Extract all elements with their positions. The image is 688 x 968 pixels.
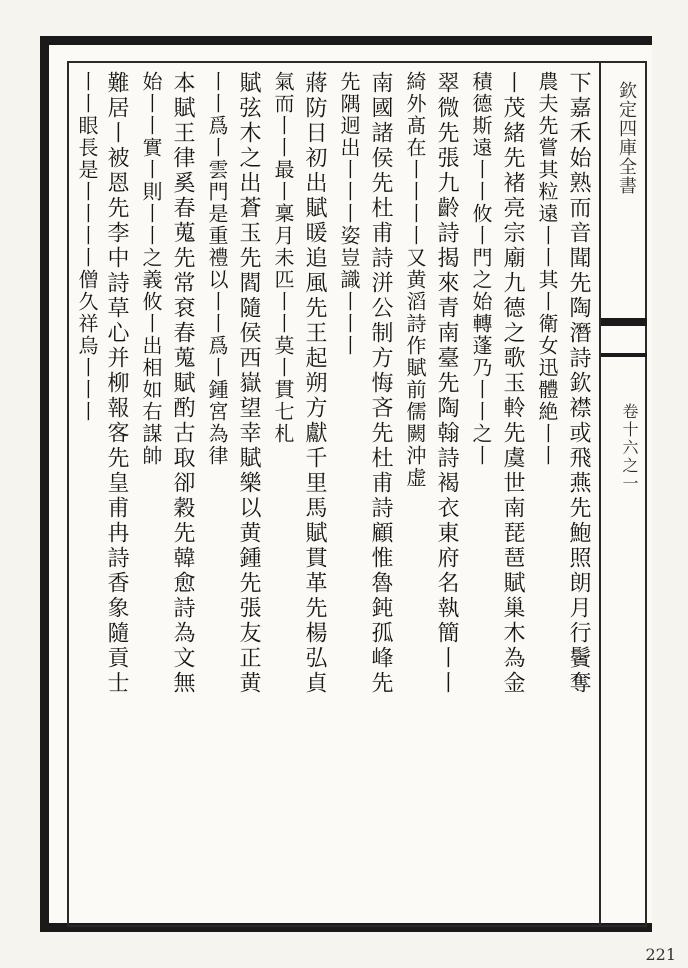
- text-column: 積德斯遠丨丨攸丨門之始轉蓬乃丨丨之丨: [469, 71, 493, 467]
- margin-divider: [601, 353, 647, 357]
- text-column: 農夫先嘗其粒遠丨丨其丨衛女迅體絶丨丨: [535, 71, 559, 467]
- text-column: 先隅迥出丨丨丨姿豈識丨丨丨: [337, 71, 361, 357]
- text-column: 南國諸侯先杜甫詩洴公制方悔吝先杜甫詩顧惟魯鈍孤峰先: [368, 71, 393, 696]
- margin-header: 欽定四庫全書: [616, 81, 637, 195]
- text-column: 丨丨眼長是丨丨丨丨僧久祥烏丨丨丨: [75, 71, 99, 423]
- margin-strip: [599, 63, 645, 925]
- text-frame: [67, 61, 647, 927]
- text-column: 難居丨被恩先李中詩草心并柳報客先皇甫冉詩香象隨貢士: [104, 71, 129, 696]
- volume-title: 卷十六之一: [620, 403, 639, 493]
- text-column: 氣而丨丨最丨稟月未匹丨丨莫丨貫七札: [271, 71, 295, 445]
- margin-divider: [601, 318, 647, 326]
- book-page: [40, 36, 652, 932]
- text-column: 本賦王律奚春蒐先常袞春蒐賦酌古取卻穀先韓愈詩為文無: [170, 71, 195, 696]
- text-column: 賦弦木之出蒼玉先閻隨侯西嶽望幸賦樂以黄鍾先張友正黄: [236, 71, 261, 696]
- text-column: 丨茂緒先褚亮宗廟九德之歌玉軨先虞世南琵琶賦巢木為金: [500, 71, 525, 696]
- text-column: 翠微先張九齡詩揭來青南臺先陶翰詩褐衣東府名執簡丨丨: [434, 71, 459, 696]
- text-column: 綺外髙在丨丨丨丨又黄滔詩作賦前儒闕沖虚: [403, 71, 427, 489]
- text-column: 始丨丨實丨則丨丨之義攸丨出相如右謀帥: [139, 71, 163, 467]
- text-column: 蔣防日初出賦暖追風先王起朔方獻千里馬賦貫革先楊弘貞: [302, 71, 327, 696]
- page-number: 221: [645, 945, 676, 964]
- text-column: 丨丨爲丨雲門是重禮以丨丨爲丨鍾宮為律: [205, 71, 229, 467]
- text-column: 下嘉禾始熟而音聞先陶潛詩欽襟或飛燕先鮑照朗月行鬢奪: [566, 71, 591, 696]
